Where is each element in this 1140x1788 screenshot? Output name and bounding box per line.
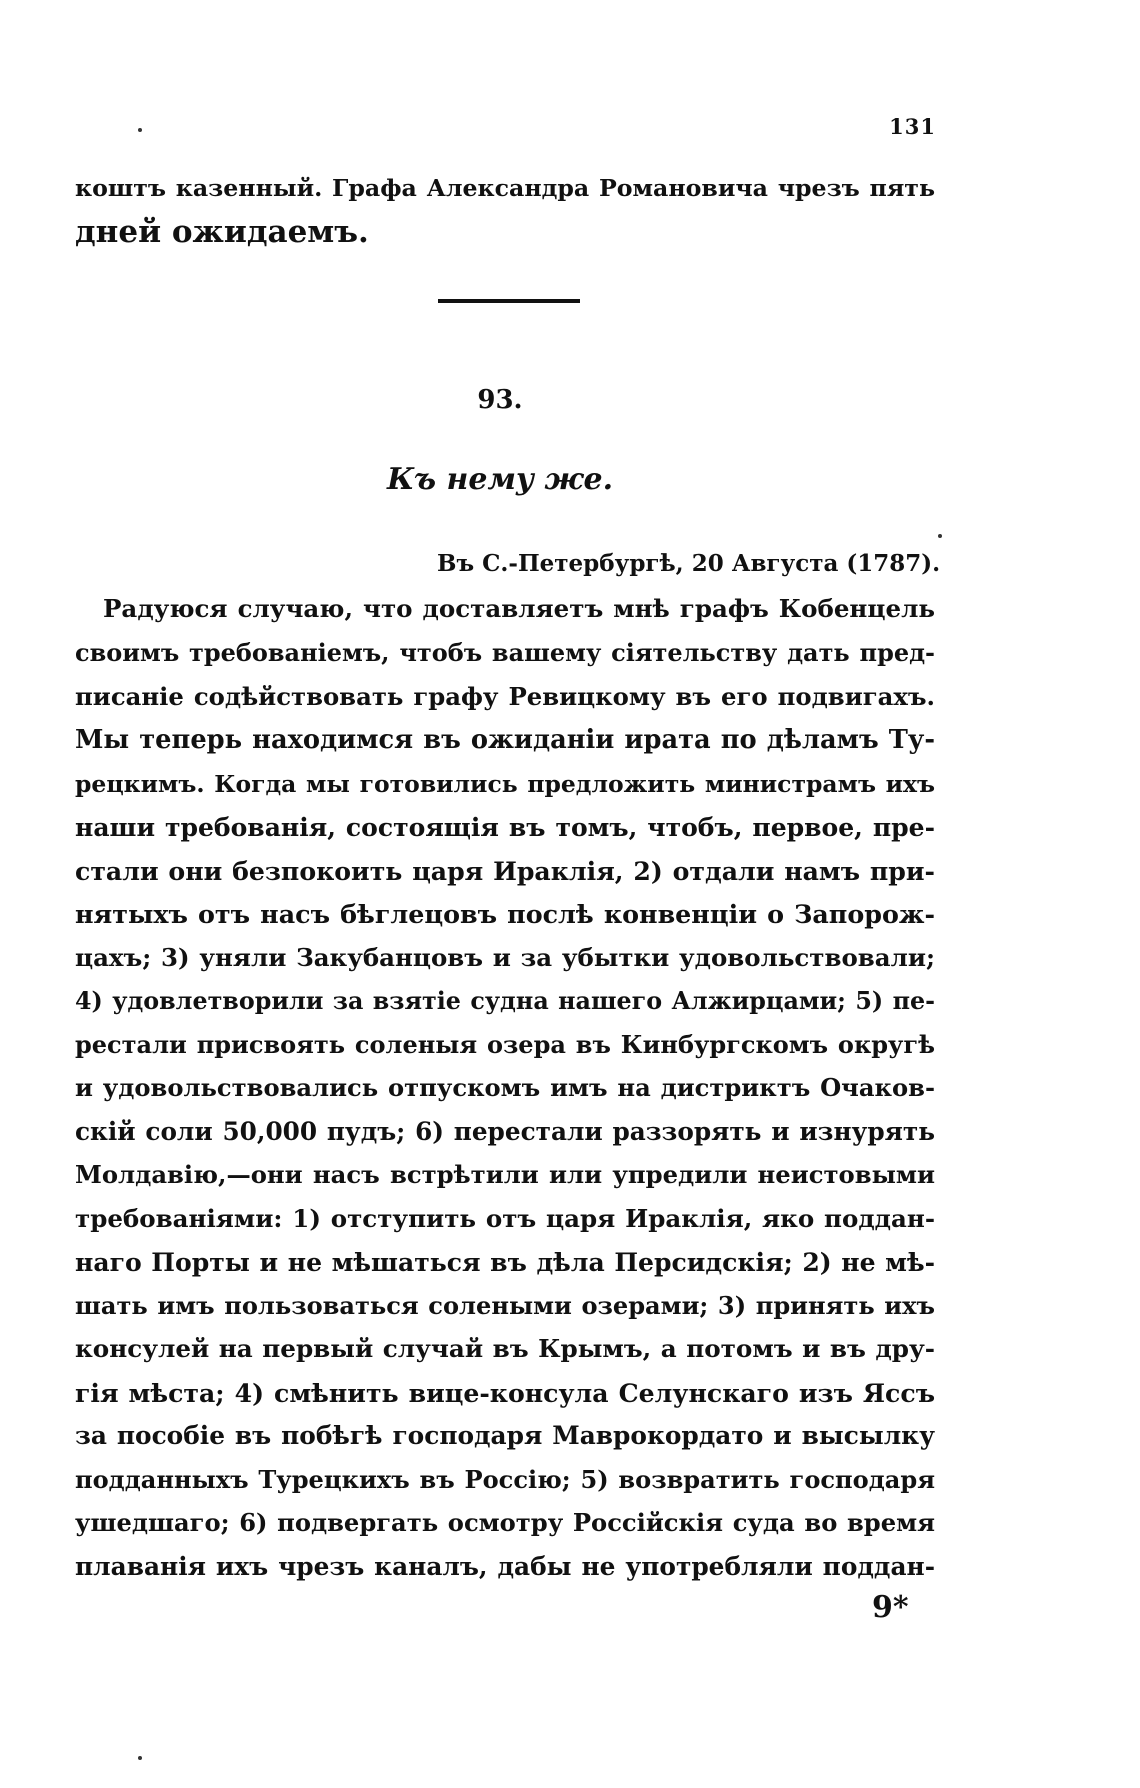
body-line: за пособіе въ побѣгѣ господаря Маврокордато и высылку [75,1421,935,1450]
body-line: скій соли 50,000 пудъ; 6) перестали раззорять и изнурять [75,1117,935,1146]
letter-heading: Къ нему же. [386,462,614,497]
body-line: своимъ требованіемъ, чтобъ вашему сіятельству дать пред- [75,638,935,667]
body-line: писаніе содѣйствовать графу Ревицкому въ его подвигахъ. [75,682,935,711]
body-line: плаванія ихъ чрезъ каналъ, дабы не употребляли поддан- [75,1552,935,1581]
body-line: ушедшаго; 6) подвергать осмотру Россійскія суда во время [75,1508,935,1537]
body-line: наши требованія, состоящія въ томъ, чтобъ, первое, пре- [75,812,935,842]
body-line: гія мѣста; 4) смѣнить вице-консула Селунскаго изъ Яссъ [75,1378,935,1408]
print-speck [938,534,942,538]
opening-line: коштъ казенный. Графа Александра Романовича чрезъ пять [75,174,935,202]
body-line: Мы теперь находимся въ ожиданіи ирата по дѣламъ Ту- [75,725,935,755]
body-line: стали они безпокоить царя Ираклія, 2) отдали намъ при- [75,856,935,886]
section-divider [438,299,580,303]
body-line: цахъ; 3) уняли Закубанцовъ и за убытки удовольствовали; [75,943,935,972]
body-line: Радуюся случаю, что доставляетъ мнѣ графъ Кобенцель [103,594,935,623]
opening-line: дней ожидаемъ. [75,214,369,250]
body-line: шать имъ пользоваться солеными озерами; 3) принять ихъ [75,1291,935,1320]
body-line: Молдавію,—они насъ встрѣтили или упредили неистовыми [75,1160,935,1189]
body-line: нятыхъ отъ насъ бѣглецовъ послѣ конвенціи о Запорож- [75,899,935,929]
body-line: наго Порты и не мѣшаться въ дѣла Персидскія; 2) не мѣ- [75,1247,935,1277]
body-line: консулей на первый случай въ Крымъ, а потомъ и въ дру- [75,1334,935,1363]
body-line: подданныхъ Турецкихъ въ Россію; 5) возвратить господаря [75,1465,935,1494]
body-line: 4) удовлетворили за взятіе судна нашего Алжирцами; 5) пе- [75,987,935,1015]
signature-mark: 9* [872,1590,909,1625]
letter-dateline: Въ С.-Петербургѣ, 20 Августа (1787). [437,550,941,577]
body-line: требованіями: 1) отступить отъ царя Ираклія, яко поддан- [75,1204,935,1233]
letter-number: 93. [477,385,523,415]
print-speck [138,1756,142,1760]
print-speck [138,128,142,132]
body-line: рестали присвоять соленыя озера въ Кинбургскомъ округѣ [75,1030,935,1059]
body-line: и удовольствовались отпускомъ имъ на дистриктъ Очаков- [75,1073,935,1102]
page-number: 131 [889,114,936,139]
body-line: рецкимъ. Когда мы готовились предложить министрамъ ихъ [75,770,935,798]
